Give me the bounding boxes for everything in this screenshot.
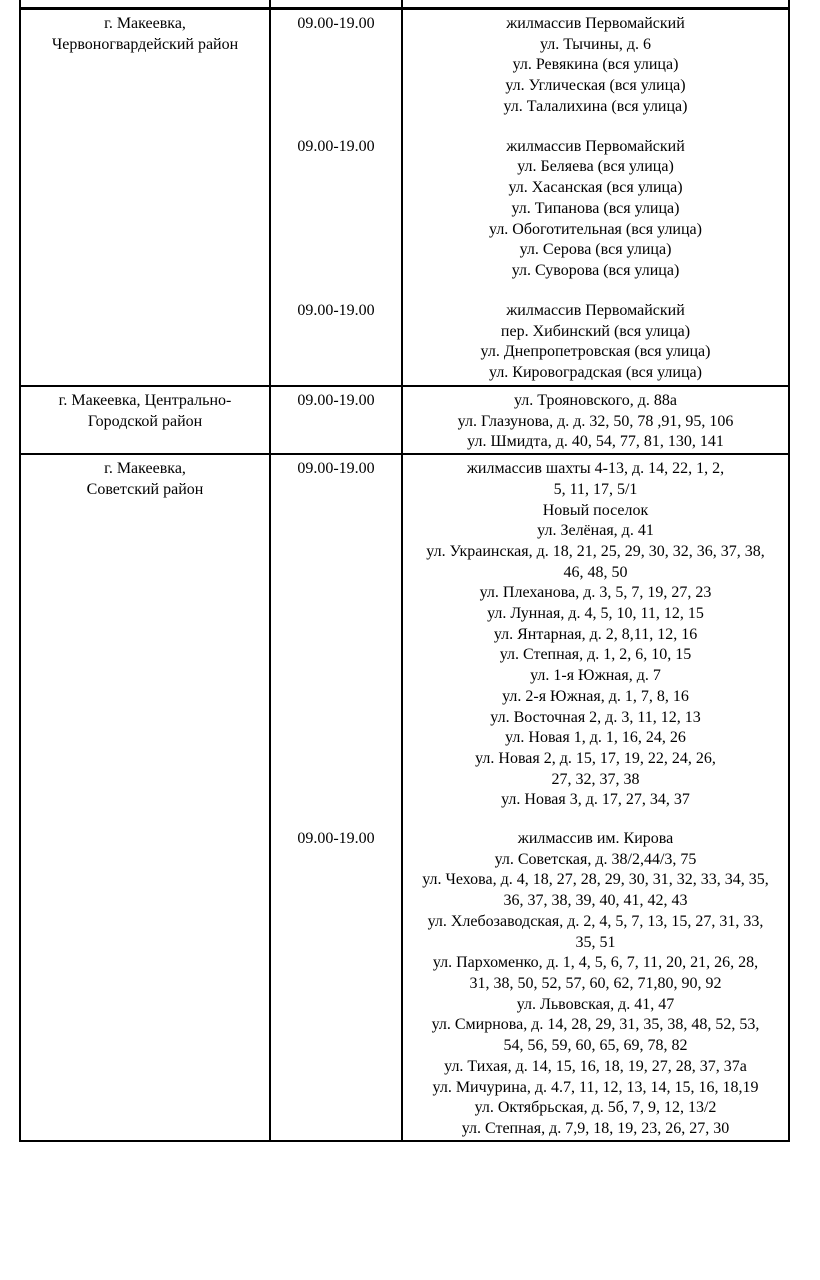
- street-line: 31, 38, 50, 52, 57, 60, 62, 71,80, 90, 92: [469, 974, 722, 992]
- street-line: ул. Хлебозаводская, д. 2, 4, 5, 7, 13, 15, 27, 31, 33,: [427, 912, 764, 930]
- table-row-cutoff: [21, 0, 788, 10]
- street-line: ул. Трояновского, д. 88а: [514, 392, 677, 409]
- street-line: ул. Беляева (вся улица): [517, 158, 674, 176]
- street-line: жилмассив Первомайский: [506, 301, 685, 319]
- district-line: г. Макеевка,: [104, 460, 186, 478]
- street-line: 27, 32, 37, 38: [551, 770, 640, 788]
- table-row: [21, 10, 788, 387]
- street-line: ул. Львовская, д. 41, 47: [516, 995, 675, 1013]
- street-line: ул. Обоготительная (вся улица): [489, 220, 702, 238]
- street-line: 46, 48, 50: [563, 563, 628, 581]
- street-line: ул. Тычины, д. 6: [539, 35, 652, 53]
- street-line: ул. Октябрьская, д. 5б, 7, 9, 12, 13/2: [474, 1099, 717, 1117]
- street-line: 35, 51: [575, 933, 616, 951]
- street-line: ул. Пархоменко, д. 1, 4, 5, 6, 7, 11, 20, 21, 26, 28,: [432, 954, 759, 972]
- street-line: ул. Новая 1, д. 1, 16, 24, 26: [505, 729, 686, 747]
- time-cell: 09.00-19.00: [271, 455, 403, 811]
- street-line: ул. 1-я Южная, д. 7: [530, 667, 661, 685]
- street-line: пер. Хибинский (вся улица): [500, 322, 691, 340]
- district-cell: [21, 10, 271, 385]
- table-row: [21, 387, 788, 455]
- street-line: ул. Лунная, д. 4, 5, 10, 11, 12, 15: [487, 605, 704, 623]
- street-line: ул. Зелёная, д. 41: [537, 522, 654, 540]
- street-line: ул. Янтарная, д. 2, 8,11, 12, 16: [493, 625, 698, 643]
- district-line: г. Макеевка, Центрально-: [58, 392, 232, 409]
- street-line: ул. Чехова, д. 4, 18, 27, 28, 29, 30, 31, 32, 33, 34, 35,: [422, 871, 769, 889]
- district-cell: [21, 387, 271, 453]
- time-cell: 09.00-19.00: [271, 283, 403, 385]
- street-line: ул. Глазунова, д. д. 32, 50, 78 ,91, 95, 106: [457, 412, 734, 430]
- street-line: ул. Суворова (вся улица): [511, 261, 680, 279]
- streets-cell: [403, 387, 788, 453]
- street-line: ул. Ревякина (вся улица): [512, 56, 679, 74]
- streets-cell: [403, 283, 788, 385]
- district-cell-empty: [21, 0, 271, 7]
- street-line: ул. Типанова (вся улица): [511, 199, 680, 217]
- street-line: ул. Смирнова, д. 14, 28, 29, 31, 35, 38, 48, 52, 53,: [431, 1016, 760, 1034]
- streets-cell: [403, 455, 788, 811]
- street-line: ул. 2-я Южная, д. 1, 7, 8, 16: [502, 687, 689, 705]
- street-line: ул. Советская, д. 38/2,44/3, 75: [494, 850, 697, 868]
- time-cell: 09.00-19.00: [271, 387, 403, 453]
- district-cell: [21, 455, 271, 1140]
- time-cell-empty: [271, 0, 403, 7]
- table-row: [21, 455, 788, 1142]
- street-line: 5, 11, 17, 5/1: [553, 480, 638, 498]
- district-line: Червоногвардейский район: [51, 35, 239, 53]
- street-line: Новый поселок: [542, 501, 649, 519]
- district-line: г. Макеевка,: [104, 15, 186, 32]
- street-line: ул. Талалихина (вся улица): [503, 97, 688, 115]
- schedule-table: [19, 0, 790, 1142]
- street-line: ул. Серова (вся улица): [519, 241, 672, 259]
- district-line: Советский район: [86, 480, 204, 498]
- street-line: жилмассив Первомайский: [506, 137, 685, 155]
- street-line: ул. Шмидта, д. 40, 54, 77, 81, 130, 141: [467, 433, 724, 451]
- street-line: ул. Кировоградская (вся улица): [489, 364, 702, 382]
- street-line: ул. Углическая (вся улица): [505, 77, 686, 95]
- street-line: ул. Днепропетровская (вся улица): [480, 343, 711, 361]
- streets-cell-empty: [403, 0, 788, 7]
- street-line: ул. Украинская, д. 18, 21, 25, 29, 30, 32, 36, 37, 38,: [426, 542, 765, 560]
- street-line: ул. Мичурина, д. 4.7, 11, 12, 13, 14, 15, 16, 18,19: [432, 1078, 759, 1096]
- street-line: ул. Степная, д. 1, 2, 6, 10, 15: [499, 646, 692, 664]
- time-cell: 09.00-19.00: [271, 10, 403, 119]
- street-line: жилмассив Первомайский: [506, 15, 685, 32]
- time-cell: 09.00-19.00: [271, 119, 403, 283]
- time-cell: 09.00-19.00: [271, 811, 403, 1140]
- street-line: 36, 37, 38, 39, 40, 41, 42, 43: [503, 892, 688, 910]
- street-line: ул. Новая 3, д. 17, 27, 34, 37: [501, 791, 690, 809]
- street-line: ул. Новая 2, д. 15, 17, 19, 22, 24, 26,: [475, 749, 716, 767]
- street-line: ул. Плеханова, д. 3, 5, 7, 19, 27, 23: [479, 584, 712, 602]
- street-line: ул. Тихая, д. 14, 15, 16, 18, 19, 27, 28, 37, 37а: [444, 1057, 747, 1075]
- street-line: 54, 56, 59, 60, 65, 69, 78, 82: [503, 1037, 688, 1055]
- street-line: ул. Степная, д. 7,9, 18, 19, 23, 26, 27, 30: [461, 1119, 730, 1137]
- street-line: ул. Восточная 2, д. 3, 11, 12, 13: [490, 708, 701, 726]
- streets-cell: [403, 811, 788, 1140]
- street-line: ул. Хасанская (вся улица): [508, 179, 683, 197]
- streets-cell: [403, 10, 788, 119]
- street-line: жилмассив шахты 4-13, д. 14, 22, 1, 2,: [466, 460, 725, 478]
- street-line: жилмассив им. Кирова: [517, 830, 674, 848]
- district-line: Городской район: [87, 412, 203, 430]
- streets-cell: [403, 119, 788, 283]
